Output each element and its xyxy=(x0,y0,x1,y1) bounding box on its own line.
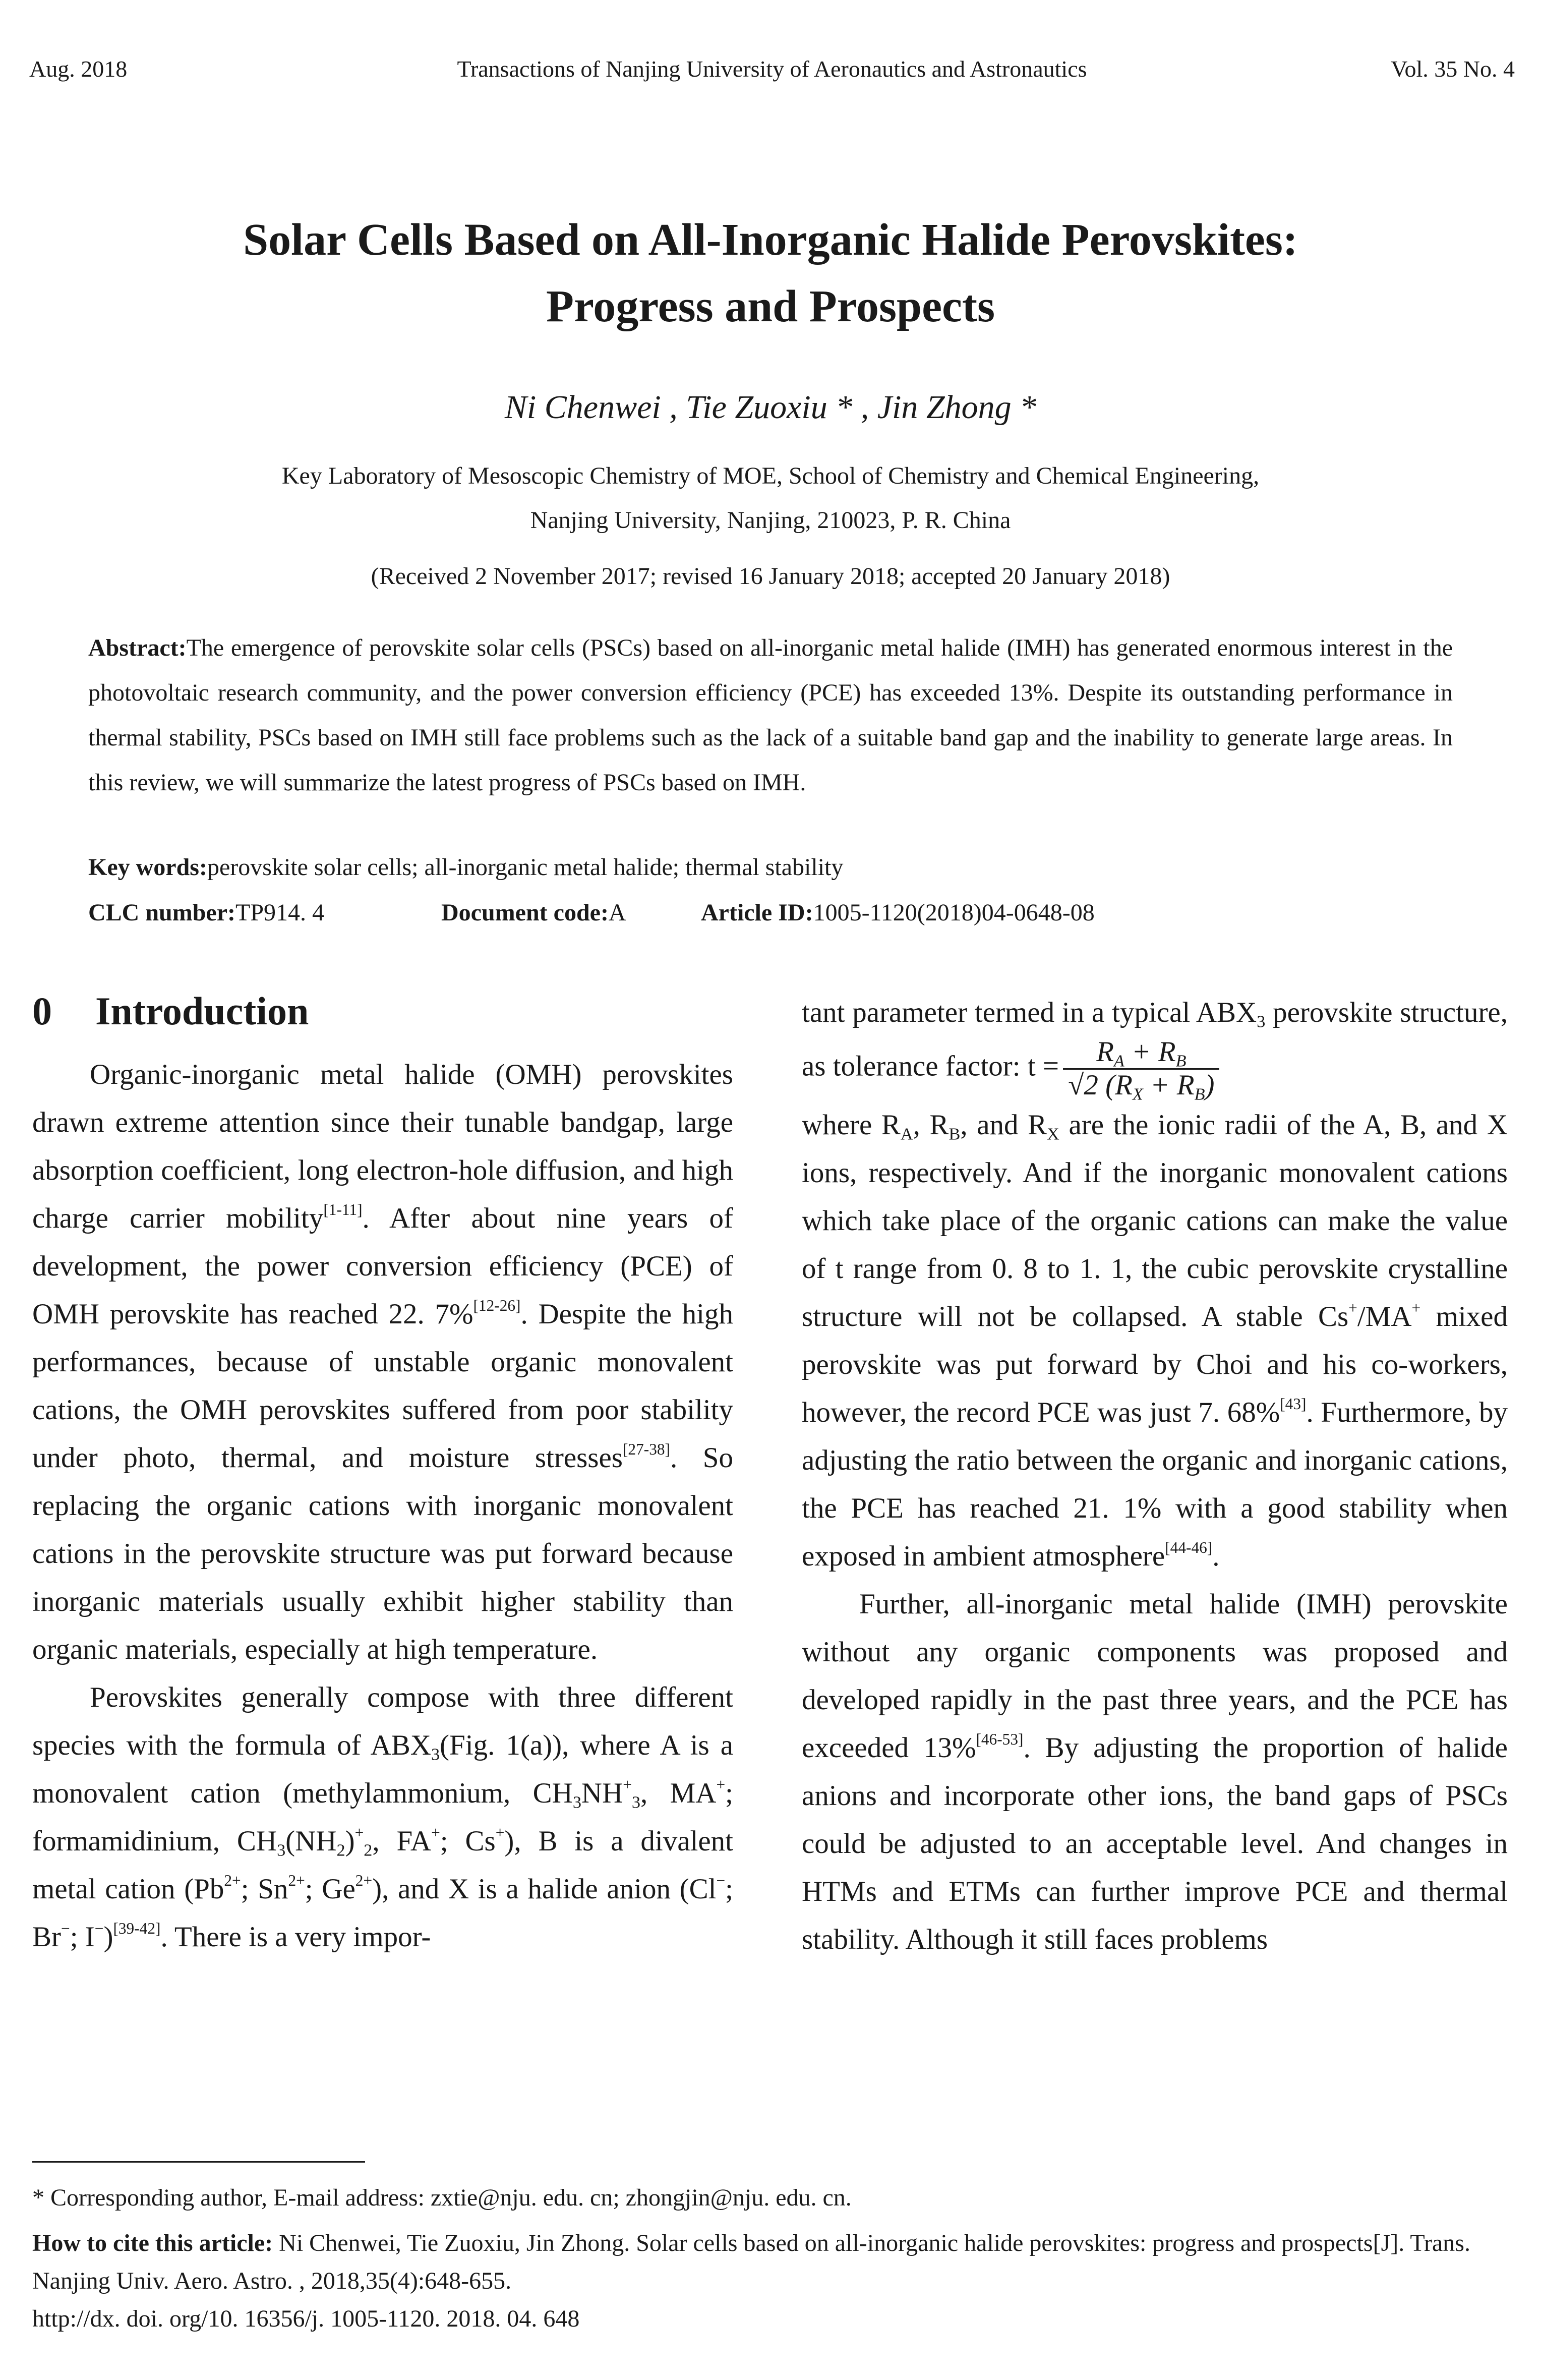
abstract-label: Abstract: xyxy=(88,634,187,661)
intro-paragraph-2: Perovskites generally compose with three different species with the formula of $ABX_3(Fig$. 1(a)), where A is a monovalent cation (methylammonium, $CH_3NH^+_3$, MA+; formamidinium, $CH_3(NH_2)^+_2$, FA+; Cs+), B is a divalent metal cation ($Pb^{2+}$; $Sn^{2+}$; $Ge^{2+}$), and X is a halide anion (Cl−; Br−; I−)[39-42]. There is a very impor- xyxy=(32,1681,733,1953)
doc-label: Document code: xyxy=(441,899,609,926)
citation: [12-26] xyxy=(473,1296,521,1314)
keywords-label: Key words: xyxy=(88,854,207,881)
document-code xyxy=(441,898,626,928)
title-line-2: Progress and Prospects xyxy=(546,281,995,331)
cite-text: Ni Chenwei, Tie Zuoxiu, Jin Zhong. Solar cells based on all-inorganic halide perovskites: progress and prospects[J]. Trans. Nanjing Univ. Aero. Astro. , 2018,35(4):648-655. xyxy=(32,2230,1470,2294)
corresponding-author-note: * Corresponding author, E-mail address: zxtie@nju. edu. cn; zhongjin@nju. edu. cn. xyxy=(32,2184,852,2211)
abstract-text: The emergence of perovskite solar cells (PSCs) based on all-inorganic metal halide (IMH) has generated enormous interest in the photovoltaic research community, and the power conversion efficiency (PCE) has exceeded 13%. Despite its outstanding performance in thermal stability, PSCs based on IMH still face problems such as the lack of a suitable band gap and the inability to generate large areas. In this review, we will summarize the latest progress of PSCs based on IMH. xyxy=(88,634,1453,796)
section-title: Introduction xyxy=(95,989,309,1033)
section-heading xyxy=(32,981,733,1041)
citation: [1-11] xyxy=(323,1200,363,1218)
footnote-divider xyxy=(32,2161,365,2163)
clc-value: TP914. 4 xyxy=(235,899,325,926)
title-line-1: Solar Cells Based on All-Inorganic Halide Perovskites: xyxy=(243,215,1298,265)
right-paragraph-2: Further, all-inorganic metal halide (IMH) perovskite without any organic components was proposed and developed rapidly in the past three years, and the PCE has exceeded 13%[46-53]. By adjusting the proportion of halide anions and incorporate other ions, the band gaps of PSCs could be adjusted to an acceptable level. And changes in HTMs and ETMs can further improve PCE and thermal stability. Although it still faces problems xyxy=(802,1588,1508,1956)
keywords xyxy=(88,852,1453,883)
affiliation-line-2: Nanjing University, Nanjing, 210023, P. R. China xyxy=(530,507,1011,534)
clc-label: CLC number: xyxy=(88,899,236,926)
citation: [44-46] xyxy=(1165,1539,1213,1557)
section-number: 0 xyxy=(32,989,52,1033)
citation: [27-38] xyxy=(622,1440,670,1458)
affiliation-line-1: Key Laboratory of Mesoscopic Chemistry of MOE, School of Chemistry and Chemical Engineering, xyxy=(281,462,1260,489)
article-id xyxy=(701,898,1095,928)
abstract xyxy=(88,625,1453,805)
paper-title xyxy=(0,207,1541,340)
article-value: 1005-1120(2018)04-0648-08 xyxy=(813,899,1095,926)
volume-number: Vol. 35 No. 4 xyxy=(1391,56,1515,82)
right-column xyxy=(802,989,1508,1963)
received-dates: (Received 2 November 2017; revised 16 January 2018; accepted 20 January 2018) xyxy=(371,563,1170,590)
journal-name: Transactions of Nanjing University of Aeronautics and Astronautics xyxy=(457,56,1087,82)
citation: [39-42] xyxy=(113,1919,161,1937)
clc-number xyxy=(88,898,325,928)
citation: [46-53] xyxy=(976,1730,1024,1749)
tolerance-factor-equation: $\frac{R_A + R_B}{√2 (R_X + R_B)}$ xyxy=(1063,1036,1219,1101)
left-column xyxy=(32,981,733,1961)
citation-note xyxy=(32,2224,1515,2300)
doc-value: A xyxy=(608,899,626,926)
intro-paragraph-1: Organic-inorganic metal halide (OMH) perovskites drawn extreme attention since their tunable bandgap, large absorption coefficient, long electron-hole diffusion, and high charge carrier mobility[1-11]. After about nine years of development, the power conversion efficiency (PCE) of OMH perovskite has reached 22. 7%[12-26]. Despite the high performances, because of unstable organic monovalent cations, the OMH perovskites suffered from poor stability under photo, thermal, and moisture stresses[27-38]. So replacing the organic cations with inorganic monovalent cations in the perovskite structure was put forward because inorganic materials usually exhibit higher stability than organic materials, especially at high temperature. xyxy=(32,1059,734,1665)
article-label: Article ID: xyxy=(701,899,813,926)
author-list: Ni Chenwei , Tie Zuoxiu * , Jin Zhong * xyxy=(504,389,1037,426)
affiliation xyxy=(0,454,1541,543)
right-paragraph-1: tant parameter termed in a typical $ABX_3$ perovskite structure, as tolerance factor: t = $\frac{R_A + R_B}{√2 (R_X + R_B)}$ where $R_A$, $R_B$, and $R_X$ are the ionic radii of the A, B, and X ions, respectively. And if the inorganic monovalent cations which take place of the organic cations can make the value of t range from 0. 8 to 1. 1, the cubic perovskite crystalline structure will not be collapsed. A stable Cs+/MA+ mixed perovskite was put forward by Choi and his co-workers, however, the record PCE was just 7. 68%[43]. Furthermore, by adjusting the ratio between the organic and inorganic cations, the PCE has reached 21. 1% with a good stability when exposed in ambient atmosphere[44-46]. xyxy=(802,997,1508,1573)
cite-label: How to cite this article: xyxy=(32,2230,273,2256)
running-header xyxy=(29,55,1515,91)
citation: [43] xyxy=(1280,1395,1307,1413)
issue-date: Aug. 2018 xyxy=(29,56,128,82)
doi-link[interactable]: http://dx. doi. org/10. 16356/j. 1005-1120. 2018. 04. 648 xyxy=(32,2305,580,2332)
keywords-text: perovskite solar cells; all-inorganic metal halide; thermal stability xyxy=(207,854,844,881)
